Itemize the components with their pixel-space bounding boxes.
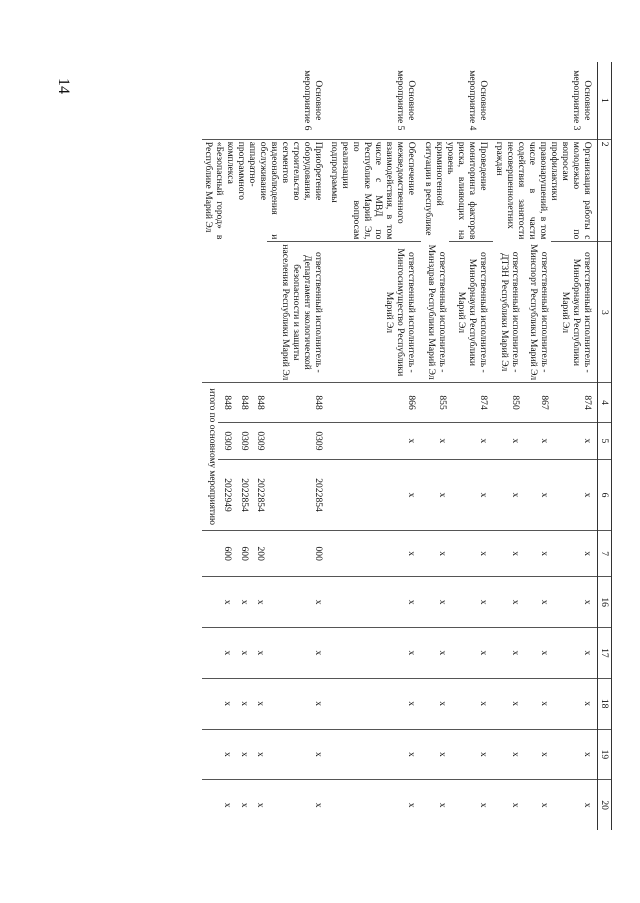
cell-c3 bbox=[218, 242, 234, 383]
cell-c17: x bbox=[328, 628, 421, 679]
cell-c3: ответственный исполнитель - Минобрнауки Республики Марий Эл bbox=[449, 242, 493, 383]
cell-c5: x bbox=[522, 422, 551, 459]
header-col-19: 19 bbox=[597, 729, 611, 780]
cell-c20: x bbox=[493, 780, 522, 830]
cell-c4: 867 bbox=[522, 383, 551, 422]
empty-cell bbox=[202, 780, 218, 830]
cell-c17: x bbox=[493, 628, 522, 679]
cell-c6: x bbox=[493, 460, 522, 531]
cell-c5: 0309 bbox=[218, 422, 234, 459]
cell-c7: 200 bbox=[251, 531, 267, 577]
event-description: Организация работы с молодежью по вопросам профилактики правонарушений, в том числе в части содействия занятости несовершеннолетних граждан bbox=[493, 139, 598, 242]
table-row bbox=[328, 62, 421, 830]
cell-c18: x bbox=[493, 678, 522, 729]
empty-cell bbox=[202, 628, 218, 679]
cell-c19: x bbox=[251, 729, 267, 780]
cell-c16: x bbox=[449, 577, 493, 628]
empty-cell bbox=[202, 531, 218, 577]
header-col-4: 4 bbox=[597, 383, 611, 422]
cell-c5: 0309 bbox=[267, 422, 328, 459]
cell-c17: x bbox=[522, 628, 551, 679]
header-col-20: 20 bbox=[597, 780, 611, 830]
cell-c7: x bbox=[522, 531, 551, 577]
cell-c17: x bbox=[422, 628, 450, 679]
page-number: 14 bbox=[55, 78, 72, 94]
table-row bbox=[551, 62, 598, 830]
cell-c4: 848 bbox=[218, 383, 234, 422]
cell-c6: x bbox=[449, 460, 493, 531]
rotated-table-stage bbox=[92, 62, 612, 830]
cell-c4: 850 bbox=[493, 383, 522, 422]
cell-c20: x bbox=[551, 780, 598, 830]
cell-c20: x bbox=[267, 780, 328, 830]
cell-c18: x bbox=[218, 678, 234, 729]
header-col-5: 5 bbox=[597, 422, 611, 459]
event-title: Основное мероприятие 4 bbox=[466, 70, 489, 131]
event-description: Проведение мониторинга факторов риска, влияющих на уровень криминогенной ситуации в республике bbox=[422, 139, 493, 242]
cell-c3: ответственный исполнитель - Минздрав Республики Марий Эл bbox=[426, 244, 449, 380]
empty-cell bbox=[202, 242, 218, 383]
cell-c20: x bbox=[422, 780, 450, 830]
cell-c16: x bbox=[522, 577, 551, 628]
cell-c19: x bbox=[522, 729, 551, 780]
cell-c7: 000 bbox=[267, 531, 328, 577]
cell-c4: 874 bbox=[551, 383, 598, 422]
header-col-3: 3 bbox=[597, 242, 611, 383]
cell-c20: x bbox=[251, 780, 267, 830]
cell-c20: x bbox=[449, 780, 493, 830]
cell-c6: x bbox=[522, 460, 551, 531]
cell-c3: ответственный исполнитель - Департамент экологической безопасности и защиты населения Республики Марий Эл bbox=[267, 242, 328, 383]
cell-c4: 855 bbox=[422, 383, 450, 422]
cell-c7: x bbox=[551, 531, 598, 577]
cell-c5: x bbox=[422, 422, 450, 459]
header-col-16: 16 bbox=[597, 577, 611, 628]
cell-c7: x bbox=[493, 531, 522, 577]
total-label: итого по основному мероприятию bbox=[202, 383, 218, 531]
cell-c6: 2022854 bbox=[267, 460, 328, 531]
cell-c4: 866 bbox=[328, 383, 421, 422]
cell-c18: x bbox=[267, 678, 328, 729]
cell-c3: ответственный исполнитель - Минспорт Республики Марий Эл bbox=[527, 244, 550, 381]
cell-c5: x bbox=[551, 422, 598, 459]
cell-c3: ответственный исполнитель - Минобрнауки Республики Марий Эл bbox=[551, 242, 598, 383]
cell-c16: x bbox=[234, 577, 250, 628]
cell-c3 bbox=[251, 242, 267, 383]
event-title: Основное мероприятие 3 bbox=[570, 70, 593, 131]
cell-c7: x bbox=[328, 531, 421, 577]
cell-c18: x bbox=[251, 678, 267, 729]
cell-c16: x bbox=[328, 577, 421, 628]
event-description: Приобретение оборудования, строительство сегментов видеонаблюдения и обслуживание аппаратно-программного комплекса «Безопасный город» в Республике Марий Эл bbox=[202, 139, 328, 242]
cell-c6: 2022854 bbox=[251, 460, 267, 531]
cell-c3: ответственный исполнитель - ДТЗН Республики Марий Эл bbox=[498, 251, 521, 373]
cell-c18: x bbox=[522, 678, 551, 729]
cell-c16: x bbox=[551, 577, 598, 628]
cell-c19: x bbox=[328, 729, 421, 780]
cell-c6: x bbox=[422, 460, 450, 531]
table-row bbox=[449, 62, 493, 830]
cell-c17: x bbox=[449, 628, 493, 679]
table-header-row bbox=[597, 62, 611, 830]
cell-c7: 600 bbox=[234, 531, 250, 577]
header-col-17: 17 bbox=[597, 628, 611, 679]
event-title: Основное мероприятие 6 bbox=[302, 70, 325, 131]
cell-c17: x bbox=[234, 628, 250, 679]
cell-c4: 848 bbox=[251, 383, 267, 422]
cell-c18: x bbox=[422, 678, 450, 729]
cell-c19: x bbox=[551, 729, 598, 780]
cell-c5: 0309 bbox=[251, 422, 267, 459]
cell-c19: x bbox=[449, 729, 493, 780]
cell-c4: 848 bbox=[234, 383, 250, 422]
table-row bbox=[267, 62, 328, 830]
cell-c5: x bbox=[328, 422, 421, 459]
cell-c18: x bbox=[551, 678, 598, 729]
cell-c16: x bbox=[493, 577, 522, 628]
cell-c3 bbox=[234, 242, 250, 383]
cell-c7: x bbox=[449, 531, 493, 577]
cell-c16: x bbox=[251, 577, 267, 628]
empty-cell bbox=[202, 678, 218, 729]
cell-c20: x bbox=[234, 780, 250, 830]
cell-c19: x bbox=[234, 729, 250, 780]
header-col-2: 2 bbox=[597, 139, 611, 242]
header-col-1: 1 bbox=[597, 62, 611, 139]
event-title: Основное мероприятие 5 bbox=[395, 70, 418, 131]
empty-cell bbox=[202, 577, 218, 628]
cell-c4: 874 bbox=[449, 383, 493, 422]
cell-c20: x bbox=[328, 780, 421, 830]
cell-c17: x bbox=[218, 628, 234, 679]
subprogram-table bbox=[202, 62, 612, 830]
header-col-18: 18 bbox=[597, 678, 611, 729]
cell-c20: x bbox=[522, 780, 551, 830]
cell-c19: x bbox=[422, 729, 450, 780]
cell-c20: x bbox=[218, 780, 234, 830]
cell-c16: x bbox=[422, 577, 450, 628]
header-col-7: 7 bbox=[597, 531, 611, 577]
cell-c6: x bbox=[328, 460, 421, 531]
cell-c7: x bbox=[422, 531, 450, 577]
cell-c17: x bbox=[251, 628, 267, 679]
cell-c5: 0309 bbox=[234, 422, 250, 459]
cell-c5: x bbox=[493, 422, 522, 459]
cell-c6: x bbox=[551, 460, 598, 531]
cell-c3: ответственный исполнитель - Мингосимущество Республики Марий Эл bbox=[328, 242, 421, 383]
cell-c6: 2022854 bbox=[234, 460, 250, 531]
event-description: Обеспечение межведомственного взаимодействия, в том числе с МВД по Республике Марий Эл, по вопросам реализации подпрограммы bbox=[328, 139, 421, 242]
cell-c5: x bbox=[449, 422, 493, 459]
cell-c16: x bbox=[218, 577, 234, 628]
header-col-6: 6 bbox=[597, 460, 611, 531]
table-body bbox=[202, 62, 598, 830]
cell-c17: x bbox=[551, 628, 598, 679]
cell-c19: x bbox=[267, 729, 328, 780]
cell-c18: x bbox=[449, 678, 493, 729]
cell-c17: x bbox=[267, 628, 328, 679]
cell-c7: 600 bbox=[218, 531, 234, 577]
cell-c16: x bbox=[267, 577, 328, 628]
empty-cell bbox=[202, 729, 218, 780]
cell-c18: x bbox=[328, 678, 421, 729]
cell-c4: 848 bbox=[267, 383, 328, 422]
cell-c19: x bbox=[493, 729, 522, 780]
cell-c19: x bbox=[218, 729, 234, 780]
cell-c6: 2022949 bbox=[218, 460, 234, 531]
cell-c18: x bbox=[234, 678, 250, 729]
